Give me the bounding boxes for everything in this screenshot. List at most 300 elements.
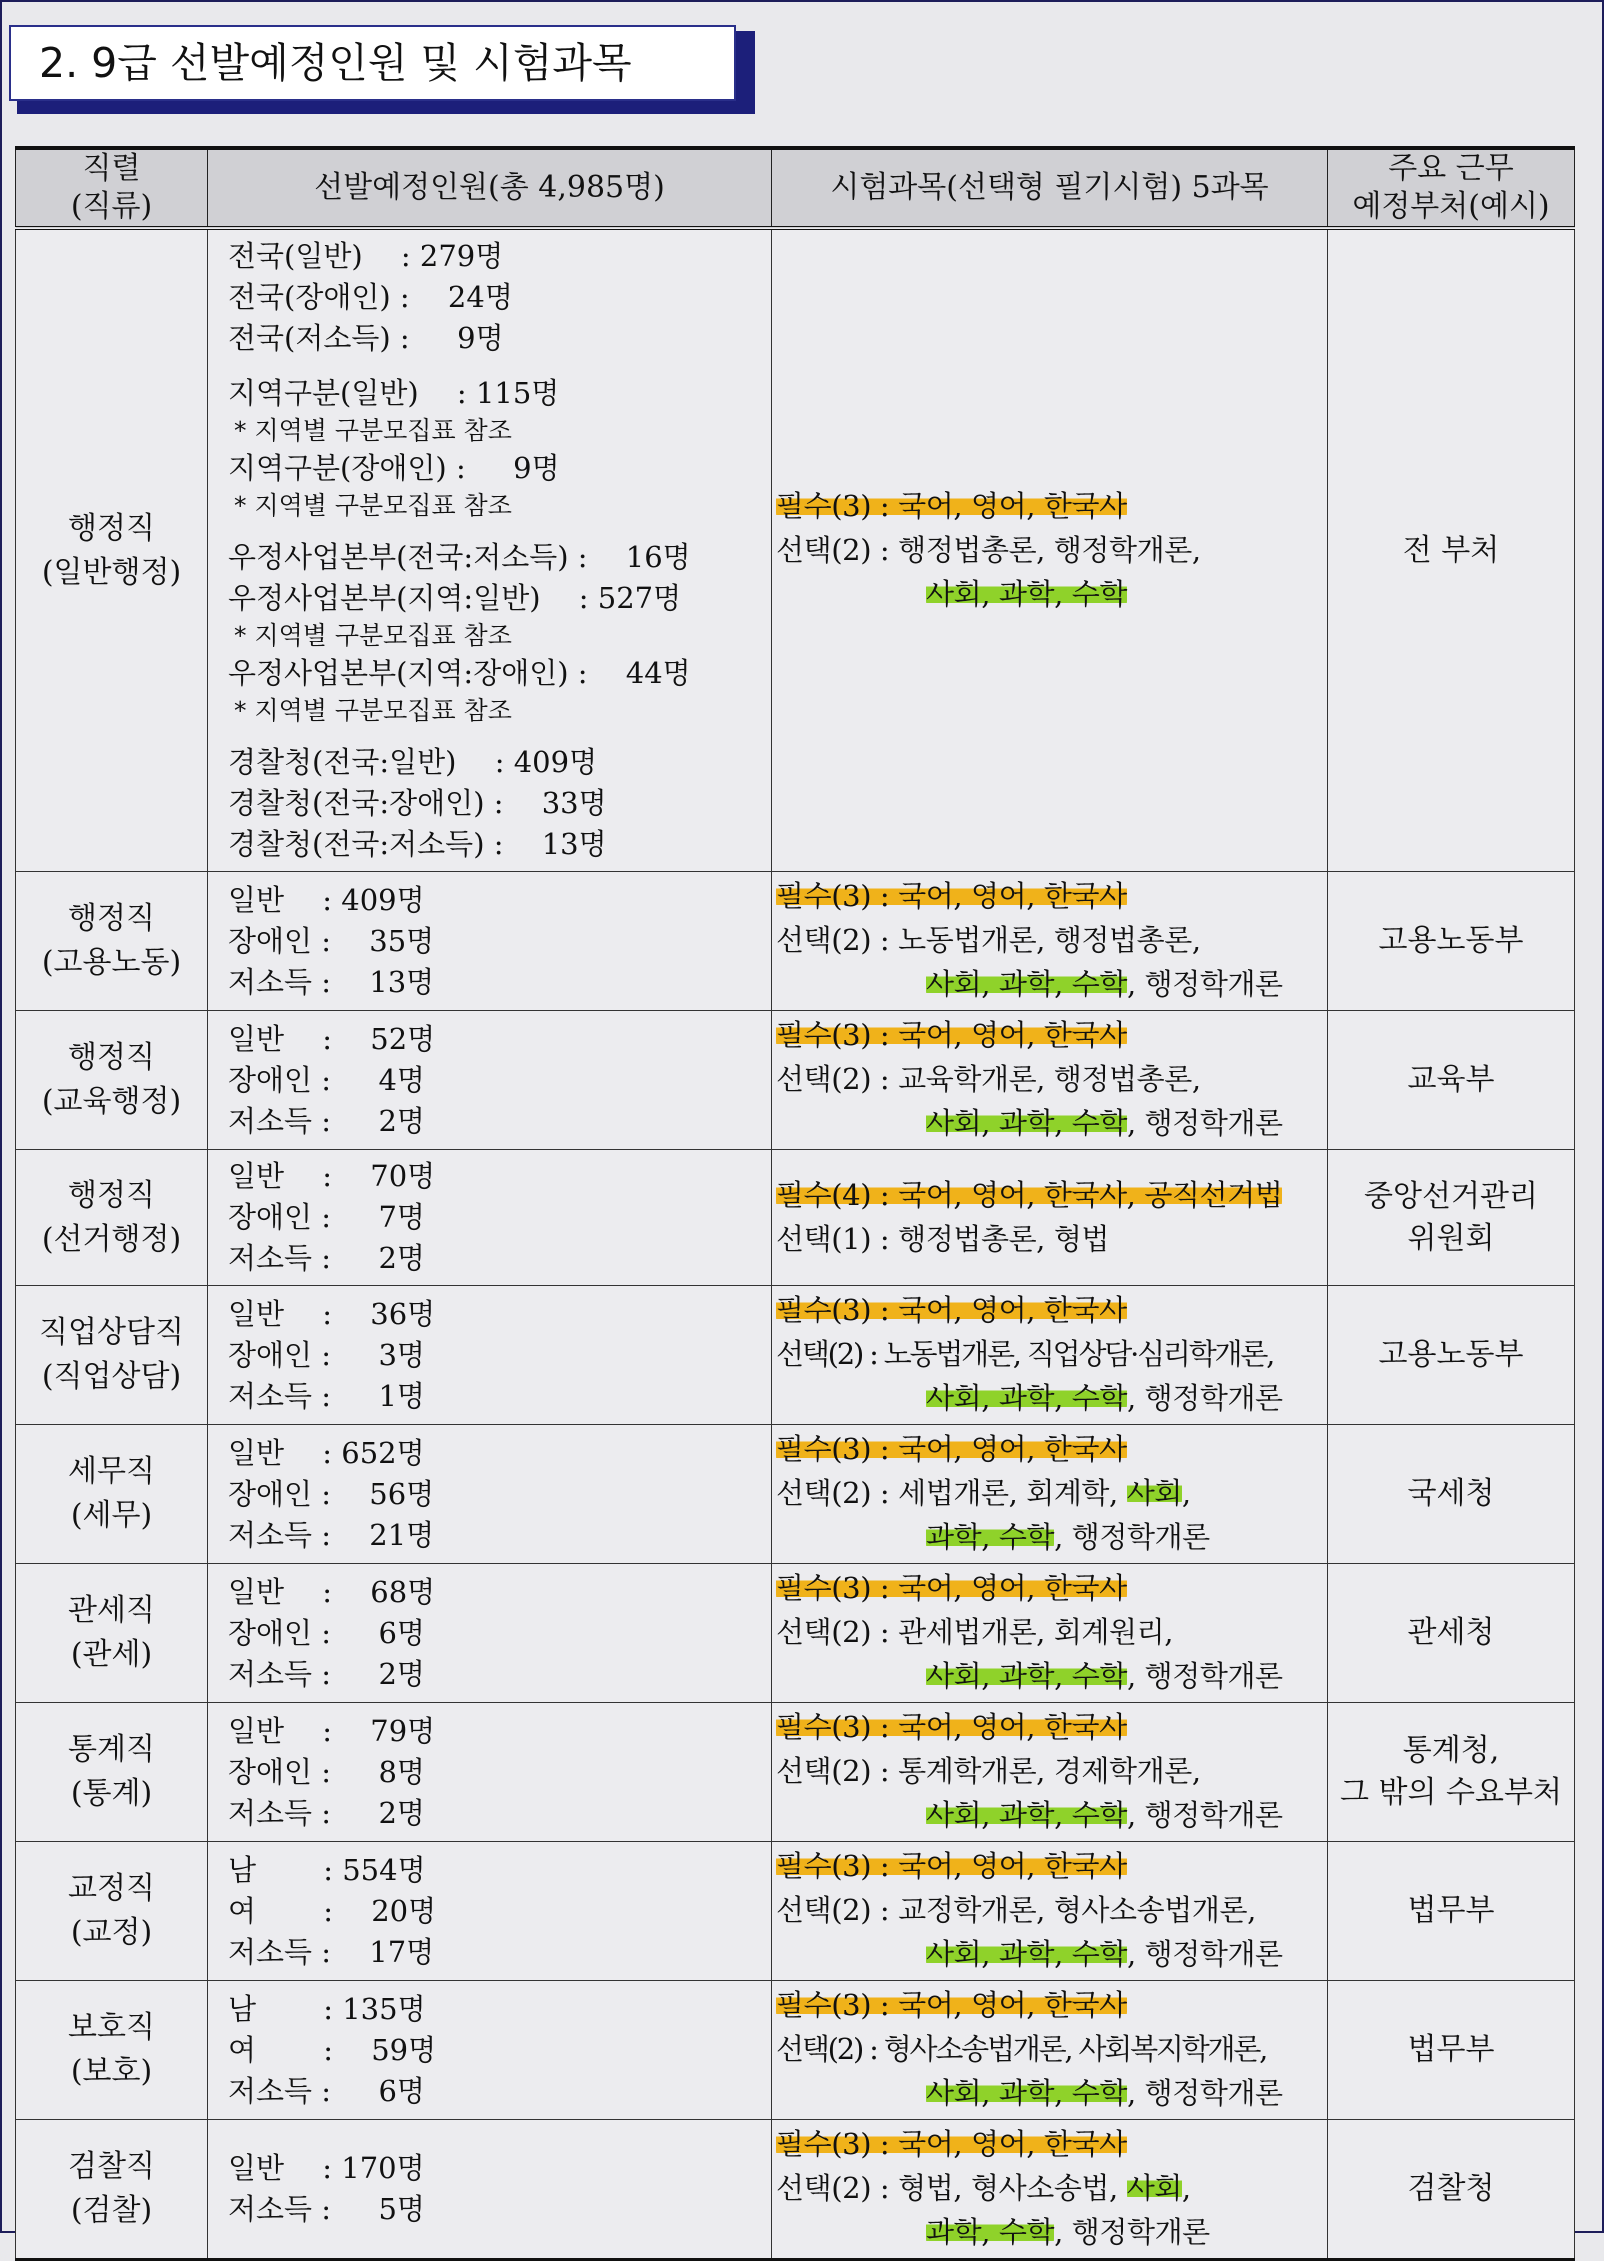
quota-label: 경찰청(전국:저소득) (228, 827, 485, 861)
quota-line (228, 1572, 771, 1613)
quota-label: 일반 (228, 1296, 314, 1331)
quota-label: 장애인 (228, 1337, 313, 1372)
quota-label: 장애인 (228, 1062, 313, 1097)
quota-line (228, 578, 771, 619)
quota-value: 8명 (340, 1754, 425, 1789)
table-row (16, 1703, 1575, 1842)
quota-label: 저소득 (228, 1517, 313, 1552)
quota-value: 2명 (340, 1103, 425, 1138)
quota-line (228, 373, 771, 414)
department-cell (1328, 1425, 1575, 1564)
elective-subjects-line (776, 1610, 1327, 1654)
quota-value: 2명 (340, 1795, 425, 1830)
quota-label: 일반 (228, 882, 314, 917)
department-cell (1328, 1286, 1575, 1425)
required-subjects (776, 874, 1327, 918)
quota-line (228, 1019, 771, 1060)
quota-line (228, 277, 771, 318)
quota-line (228, 962, 771, 1003)
quota-value: 16명 (596, 540, 691, 574)
highlighted-subjects: 사회, 과학, 수학 (926, 967, 1127, 1001)
quota-cell (208, 872, 772, 1011)
quota-label: 저소득 (228, 1934, 313, 1969)
required-subjects (776, 1705, 1327, 1749)
elective-subjects-line (776, 1749, 1327, 1793)
required-text: 필수(3) : 국어, 영어, 한국사 (776, 2127, 1127, 2161)
quota-separator: : (312, 1615, 341, 1650)
department-line: 관세청 (1407, 1615, 1495, 1650)
department-line: 검찰청 (1407, 2171, 1495, 2206)
quota-label: 전국(장애인) (228, 280, 391, 314)
elective-text: 선택(2) : 교육학개론, 행정법총론, (776, 1062, 1201, 1096)
quota-line (228, 1793, 771, 1834)
required-text: 필수(3) : 국어, 영어, 한국사 (776, 1293, 1127, 1327)
quota-value: 170명 (341, 2151, 425, 2185)
department-cell (1328, 1981, 1575, 2120)
quota-note: * 지역별 구분모집표 참조 (234, 696, 512, 725)
quota-value: 2명 (340, 1656, 425, 1691)
quota-label: 일반 (228, 1574, 314, 1609)
table-row (16, 1011, 1575, 1150)
group-gap (228, 728, 771, 742)
category-cell (16, 1981, 208, 2120)
quota-separator: : (484, 827, 513, 861)
elective-subjects-line (776, 2210, 1327, 2254)
quota-label: 일반 (228, 2151, 314, 2185)
elective-text: , 행정학개론 (1126, 967, 1283, 1001)
quota-cell (208, 1286, 772, 1425)
department-line: 법무부 (1407, 2032, 1495, 2067)
category-line: 보호직 (68, 2010, 155, 2045)
header-row (16, 148, 1575, 228)
quota-label: 저소득 (228, 2073, 313, 2108)
quota-line (228, 824, 771, 865)
quota-value: 4명 (340, 1062, 425, 1097)
quota-cell (208, 1564, 772, 1703)
category-cell (16, 2120, 208, 2260)
subjects-cell (772, 1842, 1328, 1981)
quota-value: 36명 (341, 1296, 436, 1331)
category-line: (일반행정) (41, 554, 182, 590)
quota-value: 6명 (340, 2073, 425, 2108)
table-row (16, 872, 1575, 1011)
department-cell (1328, 872, 1575, 1011)
quota-separator: : (313, 1713, 342, 1748)
elective-subjects-line (776, 1515, 1327, 1559)
quota-value: 2명 (340, 1241, 425, 1275)
elective-subjects-line (776, 572, 1327, 616)
quota-value: 3명 (340, 1337, 425, 1372)
elective-subjects-line (776, 528, 1327, 572)
department-cell (1328, 2120, 1575, 2260)
quota-value: 70명 (341, 1159, 436, 1193)
elective-text: 선택(2) : 형법, 형사소송법, (776, 2171, 1127, 2205)
category-cell (16, 1842, 208, 1981)
quota-label: 저소득 (228, 1656, 313, 1691)
quota-label: 일반 (228, 1021, 314, 1056)
quota-line (228, 2030, 771, 2071)
quota-label: 전국(일반) (228, 239, 363, 273)
category-line: (세무) (70, 1498, 153, 1533)
table-row (16, 1842, 1575, 1981)
quota-label: 전국(저소득) (228, 321, 391, 355)
quota-separator: : (390, 280, 419, 314)
quota-separator: : (314, 1852, 343, 1887)
quota-separator: : (313, 1435, 342, 1470)
quota-separator: : (312, 1656, 341, 1691)
department-line: 중앙선거관리 (1364, 1178, 1538, 1214)
elective-text: 선택(2) : 행정법총론, 행정학개론, (776, 532, 1201, 567)
highlighted-subjects: 사회, 과학, 수학 (926, 1798, 1127, 1832)
quota-cell (208, 1150, 772, 1286)
quota-value: 554명 (342, 1852, 426, 1887)
quota-line (228, 318, 771, 359)
subjects-cell (772, 1981, 1328, 2120)
quota-value: 56명 (340, 1476, 435, 1511)
table-row (16, 1150, 1575, 1286)
quota-label: 경찰청(전국:일반) (228, 745, 457, 779)
table-row (16, 1425, 1575, 1564)
quota-label: 장애인 (228, 1754, 313, 1789)
highlighted-subjects: 사회, 과학, 수학 (926, 2076, 1127, 2110)
elective-text: 선택(2) : 노동법개론, 직업상담·심리학개론, (776, 1337, 1274, 1371)
quota-value: 279명 (419, 239, 504, 273)
quota-separator: : (568, 656, 597, 690)
quota-value: 1명 (340, 1378, 425, 1413)
quota-line (228, 742, 771, 783)
quota-cell (208, 1011, 772, 1150)
header-category-line: 직렬 (82, 151, 141, 186)
elective-text: 선택(1) : 행정법총론, 형법 (776, 1221, 1110, 1256)
required-subjects (776, 1288, 1327, 1332)
required-text: 필수(3) : 국어, 영어, 한국사 (776, 1018, 1127, 1052)
quota-value: 79명 (341, 1713, 436, 1748)
quota-label: 저소득 (228, 1795, 313, 1830)
quota-separator: : (312, 1062, 341, 1097)
quota-separator: : (568, 540, 597, 574)
quota-label: 장애인 (228, 923, 313, 958)
required-text: 필수(3) : 국어, 영어, 한국사 (776, 1988, 1127, 2022)
elective-text: 선택(2) : 교정학개론, 형사소송법개론, (776, 1893, 1256, 1927)
quota-separator: : (312, 2192, 341, 2226)
required-subjects (776, 1427, 1327, 1471)
table-row (16, 1564, 1575, 1703)
category-line: (보호) (70, 2054, 153, 2089)
elective-subjects-line (776, 2027, 1327, 2071)
elective-text: 선택(2) : 세법개론, 회계학, (776, 1476, 1127, 1510)
category-line: (교정) (70, 1915, 153, 1950)
header-category (16, 148, 208, 228)
quota-value: 409명 (513, 745, 598, 779)
quota-value: 17명 (340, 1934, 435, 1969)
section-title: 2. 9급 선발예정인원 및 시험과목 (9, 25, 736, 101)
required-text: 필수(3) : 국어, 영어, 한국사 (776, 1571, 1127, 1605)
required-subjects (776, 1013, 1327, 1057)
quota-value: 13명 (340, 964, 435, 999)
category-line: (관세) (70, 1637, 153, 1672)
quota-separator: : (312, 1517, 341, 1552)
department-line: 통계청, (1402, 1733, 1500, 1768)
category-line: (선거행정) (41, 1221, 182, 1257)
quota-line (228, 448, 771, 489)
elective-subjects-line (776, 1101, 1327, 1145)
quota-label: 여 (228, 2032, 315, 2067)
quota-separator: : (312, 1795, 341, 1830)
department-line: 전 부처 (1402, 532, 1500, 568)
elective-text: , 행정학개론 (1126, 1798, 1283, 1832)
quota-line (228, 1850, 771, 1891)
quota-separator: : (314, 2032, 343, 2067)
category-cell (16, 1286, 208, 1425)
category-line: 행정직 (68, 510, 155, 546)
required-subjects (776, 1844, 1327, 1888)
highlighted-subjects: 사회, 과학, 수학 (926, 1381, 1127, 1415)
required-text: 필수(4) : 국어, 영어, 한국사, 공직선거법 (776, 1177, 1283, 1212)
elective-subjects-line (776, 1793, 1327, 1837)
quota-label: 저소득 (228, 1103, 313, 1138)
quota-separator: : (313, 1159, 342, 1193)
elective-text: , 행정학개론 (1126, 1106, 1283, 1140)
category-cell (16, 1425, 208, 1564)
highlighted-subjects: 사회, 과학, 수학 (926, 1937, 1127, 1971)
category-cell (16, 228, 208, 872)
elective-subjects-line (776, 1654, 1327, 1698)
required-subjects (776, 2122, 1327, 2166)
subjects-cell (772, 1150, 1328, 1286)
department-line: 교육부 (1407, 1062, 1495, 1097)
category-cell (16, 1703, 208, 1842)
category-cell (16, 1564, 208, 1703)
required-subjects (776, 1983, 1327, 2027)
department-cell (1328, 1011, 1575, 1150)
quota-value: 13명 (512, 827, 607, 861)
quota-line (228, 1294, 771, 1335)
quota-label: 장애인 (228, 1200, 313, 1234)
quota-value: 9명 (474, 451, 560, 485)
subjects-cell (772, 1011, 1328, 1150)
category-line: (검찰) (70, 2193, 153, 2228)
highlighted-subjects: 사회, 과학, 수학 (926, 1106, 1127, 1140)
quota-label: 지역구분(일반) (228, 376, 419, 410)
department-cell (1328, 1703, 1575, 1842)
highlighted-subjects: 사회, 과학, 수학 (926, 1659, 1127, 1693)
required-subjects (776, 1173, 1327, 1217)
quota-value: 33명 (512, 786, 607, 820)
department-cell (1328, 228, 1575, 872)
category-line: 교정직 (68, 1871, 155, 1906)
quota-separator: : (312, 923, 341, 958)
quota-cell (208, 1703, 772, 1842)
category-line: (고용노동) (41, 945, 182, 980)
quota-separator: : (314, 1991, 343, 2026)
quota-line (228, 2071, 771, 2112)
department-cell (1328, 1150, 1575, 1286)
quota-value: 21명 (340, 1517, 435, 1552)
quota-value: 135명 (342, 1991, 426, 2026)
quota-value: 409명 (341, 882, 425, 917)
required-text: 필수(3) : 국어, 영어, 한국사 (776, 1849, 1127, 1883)
category-line: (통계) (70, 1776, 153, 1811)
header-department-line: 예정부처(예시) (1352, 189, 1550, 224)
quota-cell (208, 1842, 772, 1981)
quota-line (228, 537, 771, 578)
category-line: 행정직 (68, 901, 155, 936)
quota-value: 115명 (475, 376, 560, 410)
quota-separator: : (312, 1934, 341, 1969)
quota-line (228, 1474, 771, 1515)
quota-separator: : (312, 1378, 341, 1413)
group-gap (228, 359, 771, 373)
elective-text: , 행정학개론 (1126, 1937, 1283, 1971)
quota-line (228, 1376, 771, 1417)
quota-value: 24명 (418, 280, 513, 314)
required-text: 필수(3) : 국어, 영어, 한국사 (776, 879, 1127, 913)
quota-value: 35명 (340, 923, 435, 958)
table-row (16, 228, 1575, 872)
elective-text: , 행정학개론 (1126, 2076, 1283, 2110)
quota-separator: : (540, 581, 598, 615)
quota-label: 저소득 (228, 1241, 313, 1275)
category-line: 검찰직 (68, 2149, 155, 2184)
subjects-cell (772, 2120, 1328, 2260)
quota-label: 우정사업본부(지역:일반) (228, 581, 541, 615)
quota-line (228, 2148, 771, 2189)
quota-separator: : (456, 745, 514, 779)
quota-line (228, 1711, 771, 1752)
header-subjects: 시험과목(선택형 필기시험) 5과목 (772, 148, 1328, 228)
quota-separator: : (312, 2073, 341, 2108)
category-line: 행정직 (68, 1040, 155, 1075)
quota-value: 6명 (340, 1615, 425, 1650)
quota-line (228, 1238, 771, 1279)
highlighted-subjects: 과학, 수학 (926, 2215, 1055, 2249)
category-cell (16, 1011, 208, 1150)
table-row (16, 2120, 1575, 2260)
quota-separator: : (312, 1476, 341, 1511)
required-subjects (776, 484, 1327, 528)
elective-subjects-line (776, 918, 1327, 962)
quota-cell (208, 2120, 772, 2260)
elective-text: , (1181, 2171, 1191, 2205)
quota-line (228, 1654, 771, 1695)
quota-separator: : (312, 1337, 341, 1372)
quota-line (228, 921, 771, 962)
header-quota: 선발예정인원(총 4,985명) (208, 148, 772, 228)
category-line: 직업상담직 (39, 1315, 184, 1350)
category-line: (직업상담) (41, 1359, 182, 1394)
highlighted-subjects: 사회, 과학, 수학 (926, 576, 1127, 611)
category-line: (교육행정) (41, 1084, 182, 1119)
quota-separator: : (313, 1574, 342, 1609)
quota-note: * 지역별 구분모집표 참조 (234, 416, 512, 445)
quota-line (228, 1197, 771, 1238)
quota-cell (208, 228, 772, 872)
quota-separator: : (312, 1200, 341, 1234)
department-cell (1328, 1564, 1575, 1703)
quota-line (228, 1433, 771, 1474)
required-text: 필수(3) : 국어, 영어, 한국사 (776, 1432, 1127, 1466)
elective-subjects-line (776, 2166, 1327, 2210)
header-department-line: 주요 근무 (1388, 151, 1514, 186)
department-line: 그 밖의 수요부처 (1340, 1775, 1562, 1810)
quota-value: 52명 (341, 1021, 436, 1056)
elective-text: 선택(2) : 통계학개론, 경제학개론, (776, 1754, 1201, 1788)
elective-text: , 행정학개론 (1054, 1520, 1210, 1554)
subjects-cell (772, 1425, 1328, 1564)
quota-line (228, 880, 771, 921)
quota-cell (208, 1981, 772, 2120)
quota-separator: : (484, 786, 513, 820)
required-text: 필수(3) : 국어, 영어, 한국사 (776, 488, 1127, 523)
quota-label: 남 (228, 1991, 315, 2026)
elective-subjects-line (776, 1888, 1327, 1932)
quota-label: 장애인 (228, 1476, 313, 1511)
quota-label: 우정사업본부(전국:저소득) (228, 540, 569, 574)
elective-subjects-line (776, 1932, 1327, 1976)
category-line: 행정직 (68, 1177, 155, 1213)
quota-value: 68명 (341, 1574, 436, 1609)
quota-line (228, 653, 771, 694)
required-text: 필수(3) : 국어, 영어, 한국사 (776, 1710, 1127, 1744)
elective-text: , 행정학개론 (1054, 2215, 1210, 2249)
quota-label: 일반 (228, 1159, 314, 1193)
quota-separator: : (362, 239, 420, 273)
category-line: 세무직 (68, 1454, 155, 1489)
quota-separator: : (314, 1893, 343, 1928)
elective-text: , (1181, 1476, 1191, 1510)
quota-label: 일반 (228, 1435, 314, 1470)
quota-line (228, 1932, 771, 1973)
quota-value: 7명 (340, 1200, 425, 1234)
elective-subjects-line (776, 1057, 1327, 1101)
quota-label: 저소득 (228, 964, 313, 999)
elective-subjects-line (776, 1332, 1327, 1376)
header-category-line: (직류) (70, 189, 153, 224)
quota-separator: : (446, 451, 475, 485)
quota-value: 44명 (596, 656, 691, 690)
department-line: 고용노동부 (1378, 1337, 1524, 1372)
subjects-cell (772, 228, 1328, 872)
quota-label: 남 (228, 1852, 315, 1887)
highlighted-subjects: 과학, 수학 (926, 1520, 1055, 1554)
category-cell (16, 872, 208, 1011)
quota-line (228, 1515, 771, 1556)
quota-label: 여 (228, 1893, 315, 1928)
category-line: 관세직 (68, 1593, 155, 1628)
quota-line (228, 1060, 771, 1101)
elective-subjects-line (776, 2071, 1327, 2115)
elective-text: , 행정학개론 (1126, 1659, 1283, 1693)
quota-line (228, 1101, 771, 1142)
quota-value: 652명 (341, 1435, 425, 1470)
quota-line (228, 1989, 771, 2030)
quota-line (228, 1891, 771, 1932)
subjects-cell (772, 1286, 1328, 1425)
quota-separator: : (313, 882, 342, 917)
quota-line (228, 1613, 771, 1654)
category-cell (16, 1150, 208, 1286)
quota-separator: : (312, 1103, 341, 1138)
department-line: 위원회 (1407, 1220, 1495, 1256)
quota-separator: : (390, 321, 419, 355)
quota-line (228, 1752, 771, 1793)
quota-label: 지역구분(장애인) (228, 451, 447, 485)
subjects-cell (772, 1703, 1328, 1842)
quota-value: 9명 (418, 321, 504, 355)
quota-value: 527명 (597, 581, 682, 615)
department-line: 국세청 (1407, 1476, 1495, 1511)
subjects-cell (772, 1564, 1328, 1703)
